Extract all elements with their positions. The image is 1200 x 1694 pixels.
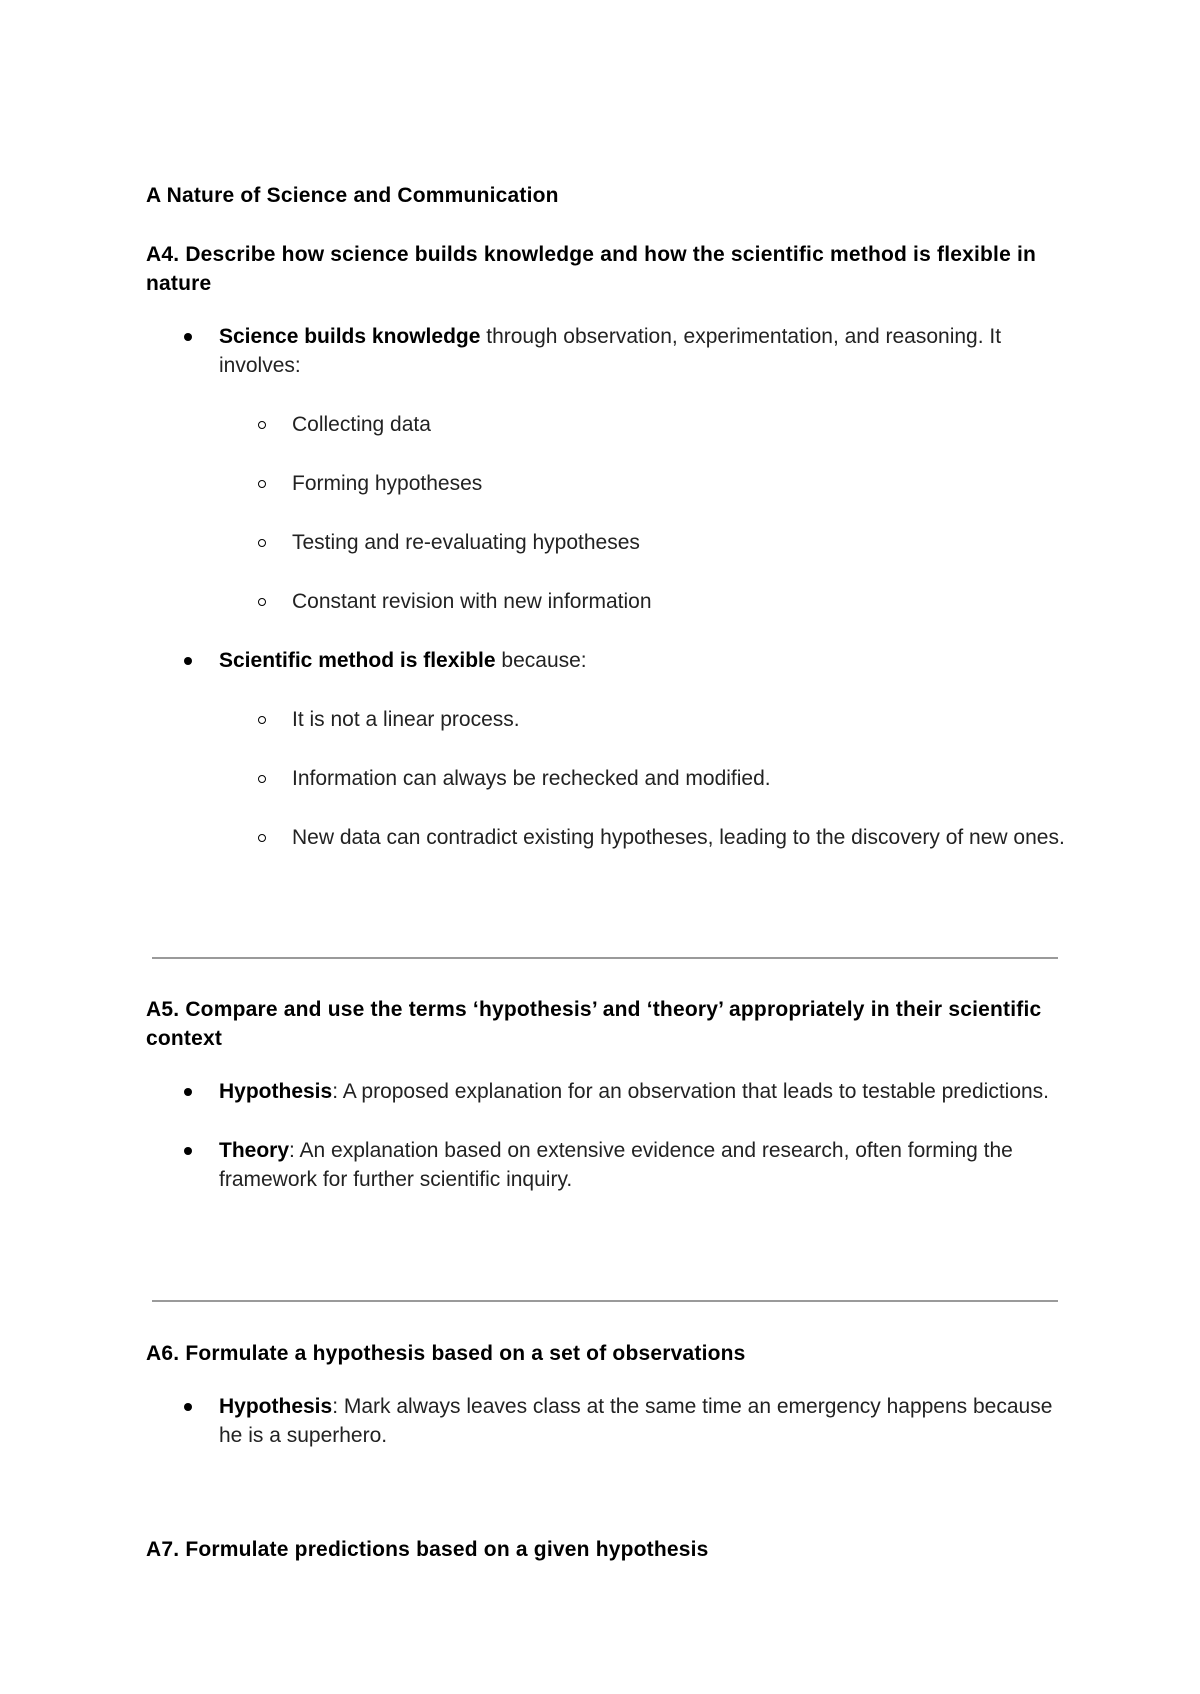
sub-item-text: New data can contradict existing hypotheses, leading to the discovery of new ones. [292,826,1065,849]
list-item [146,410,1066,439]
list-item [146,705,1066,734]
section-a6 [146,1339,1066,1450]
document-title: A Nature of Science and Communication [146,184,559,207]
bullet-bold-term: Science builds knowledge [219,325,481,348]
sub-bullet-list [146,410,1066,616]
sub-item-text: Collecting data [292,413,431,436]
bullet-list [146,322,1066,380]
bullet-bold-term: Theory [219,1139,290,1162]
section-heading: A5. Compare and use the terms ‘hypothesis’ and ‘theory’ appropriately in their scientific context [146,998,1042,1050]
bullet-text: through observation, experimentation, and reasoning. It involves: [219,325,1002,377]
hollow-bullet-icon [258,598,266,606]
section-heading: A7. Formulate predictions based on a given hypothesis [146,1538,709,1561]
bullet-text: : An explanation based on extensive evidence and research, often forming the framework for further scientific inquiry. [219,1139,1013,1191]
hollow-bullet-icon [258,775,266,783]
list-item [146,1136,1066,1194]
sub-item-text: Constant revision with new information [292,590,652,613]
sub-item-text: Information can always be rechecked and modified. [292,767,771,790]
list-item [146,528,1066,557]
section-a7 [146,1535,1066,1564]
hollow-bullet-icon [258,421,266,429]
section-a4 [146,240,1066,852]
list-item [146,646,1066,675]
horizontal-divider [152,957,1058,959]
list-item [146,322,1066,380]
bullet-icon [184,1147,192,1155]
bullet-text: because: [495,649,587,672]
sub-item-text: Forming hypotheses [292,472,483,495]
bullet-icon [184,657,192,665]
bullet-text: : Mark always leaves class at the same time an emergency happens because he is a superhero. [219,1395,1053,1447]
hollow-bullet-icon [258,716,266,724]
section-a5 [146,995,1066,1194]
bullet-list [146,1077,1066,1194]
sub-bullet-list [146,705,1066,852]
bullet-bold-term: Hypothesis [219,1395,333,1418]
bullet-icon [184,1403,192,1411]
hollow-bullet-icon [258,480,266,488]
section-heading: A4. Describe how science builds knowledge and how the scientific method is flexible in nature [146,243,1037,295]
bullet-icon [184,1088,192,1096]
bullet-icon [184,333,192,341]
list-item [146,469,1066,498]
horizontal-divider [152,1300,1058,1302]
section-heading: A6. Formulate a hypothesis based on a set of observations [146,1342,746,1365]
hollow-bullet-icon [258,834,266,842]
list-item [146,1392,1066,1450]
list-item [146,764,1066,793]
bullet-text: : A proposed explanation for an observation that leads to testable predictions. [332,1080,1050,1103]
sub-item-text: It is not a linear process. [292,708,520,731]
bullet-list [146,646,1066,675]
bullet-bold-term: Hypothesis [219,1080,333,1103]
list-item [146,823,1066,852]
hollow-bullet-icon [258,539,266,547]
list-item [146,587,1066,616]
bullet-bold-term: Scientific method is flexible [219,649,496,672]
sub-item-text: Testing and re-evaluating hypotheses [292,531,640,554]
bullet-list [146,1392,1066,1450]
list-item [146,1077,1066,1106]
